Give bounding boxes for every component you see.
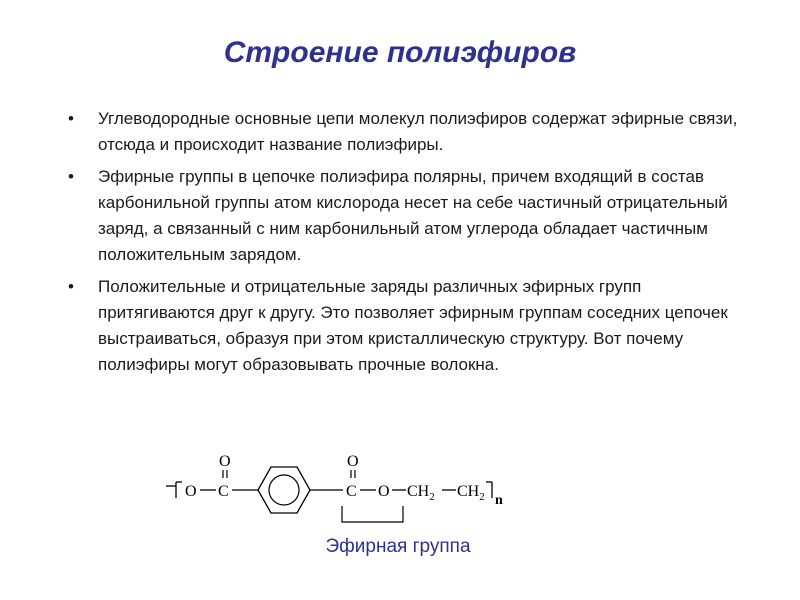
atom-oxygen: O — [185, 483, 197, 500]
bullet-marker: • — [68, 167, 74, 186]
slide-title: Строение полиэфиров — [223, 36, 577, 69]
bullet-text: Углеводородные основные цепи молекул полиэфиров содержат эфирные связи, отсюда и происходит название полиэфиры. — [98, 109, 738, 154]
ester-group-label: Эфирная группа — [325, 536, 471, 557]
carbonyl-oxygen: O — [219, 453, 231, 470]
atom-oxygen: O — [378, 483, 390, 500]
methylene-label: CH — [457, 483, 480, 500]
bullet-text: Эфирные группы в цепочке полиэфира полярны, причем входящий в состав карбонильной группы атом кислорода несет на себе частичный отрицательный заряд, а связанный с ним карбонильный атом углерода обладает частичным положительным зарядом. — [98, 167, 728, 264]
carbonyl-oxygen: O — [347, 453, 359, 470]
methylene-group — [457, 483, 485, 503]
atom-carbon: C — [346, 483, 357, 500]
methylene-label: CH — [407, 483, 430, 500]
bullet-item — [68, 164, 748, 268]
polyester-structural-formula — [150, 440, 530, 540]
methylene-subscript: 2 — [429, 491, 435, 503]
bullet-list — [68, 106, 748, 384]
methylene-group — [407, 483, 435, 503]
bullet-text: Положительные и отрицательные заряды различных эфирных групп притягиваются друг к другу. Это позволяет эфирным группам соседних цепочек выстраиваться, образуя при этом кристаллическую структуру. Вот почему полиэфиры могут образовывать прочные волокна. — [98, 277, 728, 374]
bullet-marker: • — [68, 109, 74, 128]
ester-group-bracket — [342, 506, 403, 522]
aromatic-circle — [269, 475, 299, 505]
benzene-ring-icon — [258, 467, 310, 513]
bullet-item — [68, 274, 748, 378]
bullet-marker: • — [68, 277, 74, 296]
methylene-subscript: 2 — [479, 491, 485, 503]
bullet-item — [68, 106, 748, 158]
atom-carbon: C — [218, 483, 229, 500]
repeat-index: n — [495, 493, 503, 508]
